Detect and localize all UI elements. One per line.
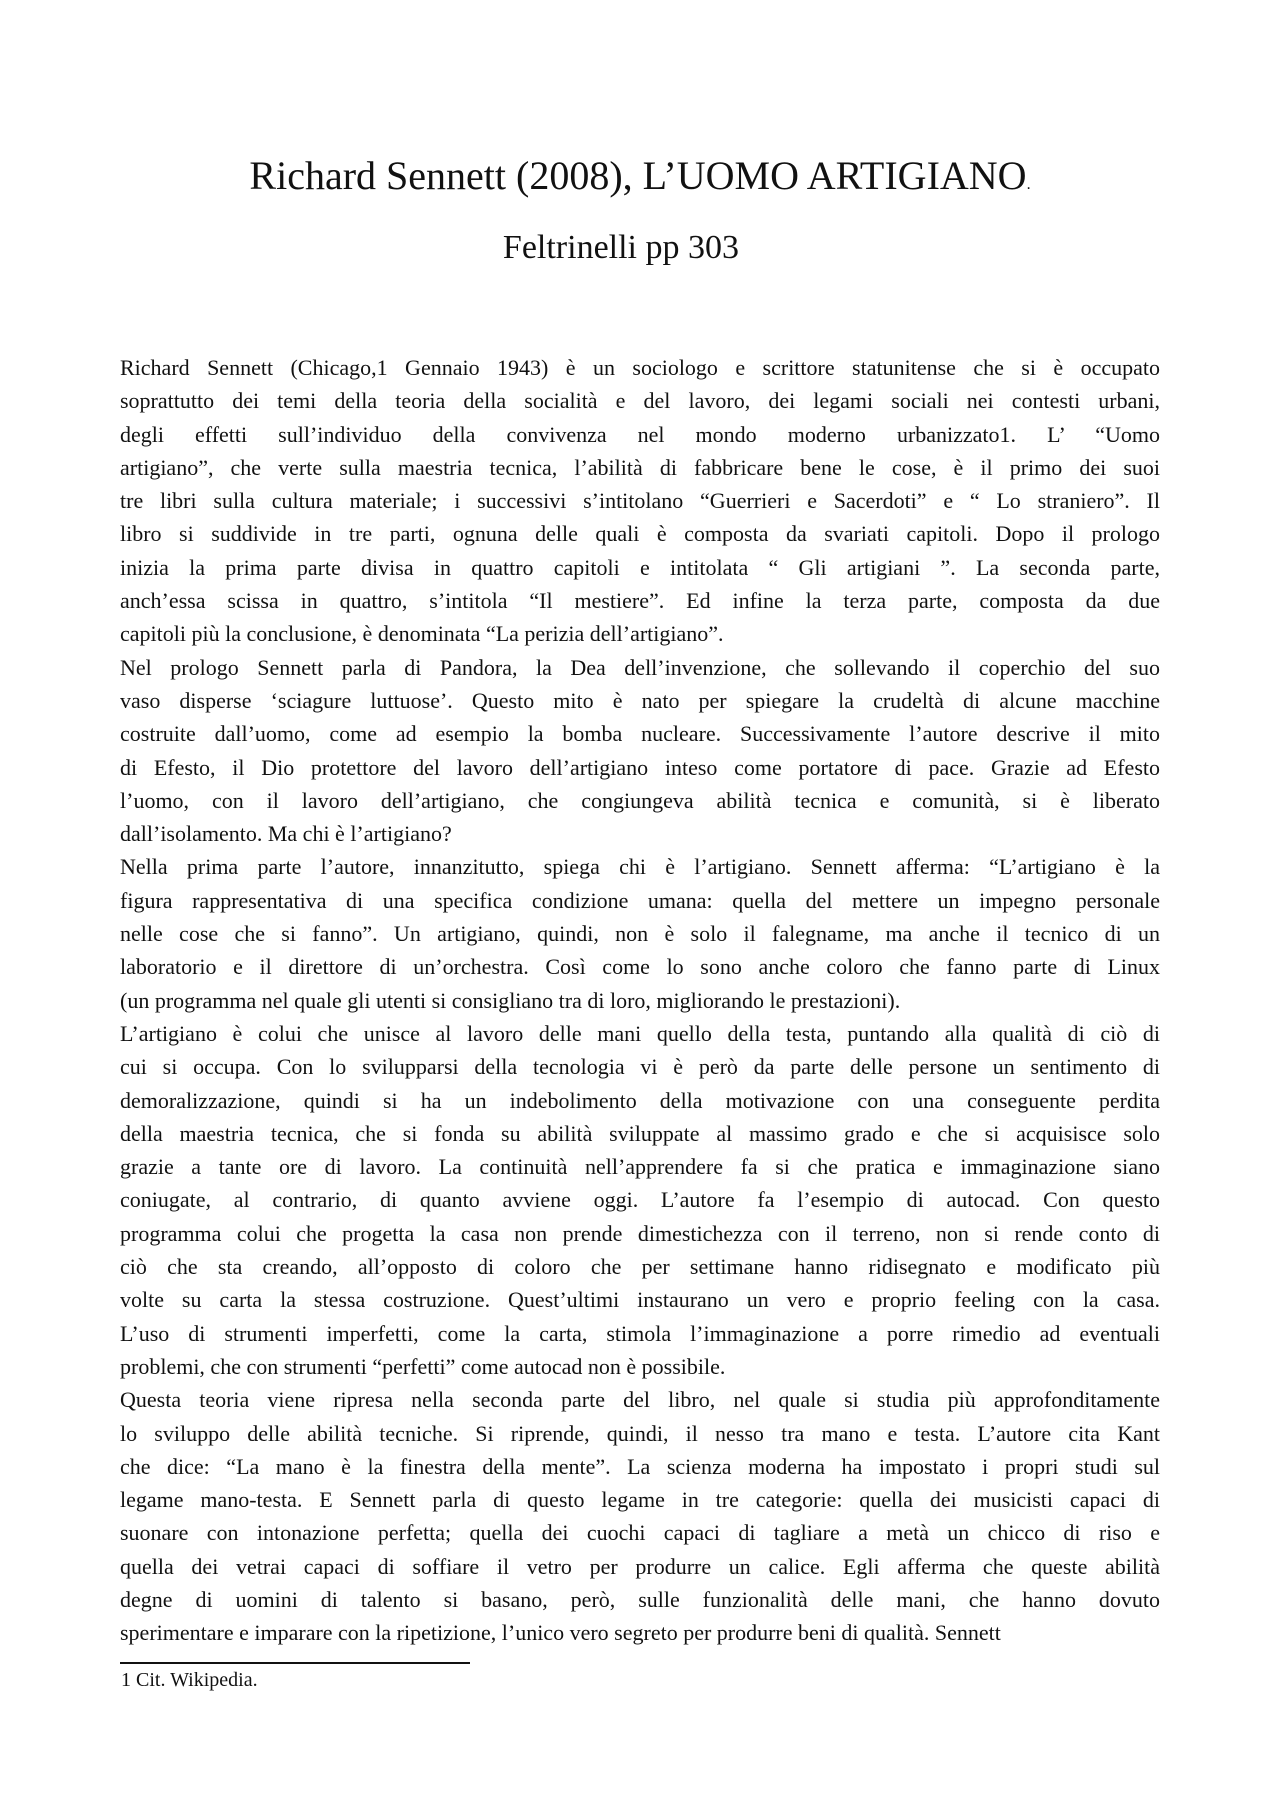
text-line: degne di uomini di talento si basano, però, sulle funzionalità delle mani, che hanno dovuto [120,1586,1160,1612]
text-line: L’uso di strumenti imperfetti, come la carta, stimola l’immaginazione a porre rimedio ad eventuali [120,1320,1160,1346]
document-title [0,150,1280,211]
text-line: dall’isolamento. Ma chi è l’artigiano? [120,821,452,847]
paragraph [120,351,1160,651]
paragraph [120,651,1160,851]
text-line: demoralizzazione, quindi si ha un indebolimento della motivazione con una conseguente perdita [120,1087,1160,1113]
text-line: cui si occupa. Con lo svilupparsi della tecnologia vi è però da parte delle persone un sentimento di [120,1054,1160,1080]
text-line: sperimentare e imparare con la ripetizione, l’unico vero segreto per produrre beni di qualità. Sennett [120,1620,1001,1646]
text-line: programma colui che progetta la casa non prende dimestichezza con il terreno, non si rende conto di [120,1220,1160,1246]
text-line: Nella prima parte l’autore, innanzitutto, spiega chi è l’artigiano. Sennett afferma: “L’artigiano è la [120,854,1160,880]
text-line: artigiano”, che verte sulla maestria tecnica, l’abilità di fabbricare bene le cose, è il primo dei suoi [120,454,1160,480]
text-line: degli effetti sull’individuo della convivenza nel mondo moderno urbanizzato1. L’ “Uomo [120,421,1160,447]
text-line: figura rappresentativa di una specifica condizione umana: quella del mettere un impegno personale [120,887,1160,913]
text-line: costruite dall’uomo, come ad esempio la bomba nucleare. Successivamente l’autore descrive il mito [120,721,1160,747]
title-period: . [1026,176,1031,193]
text-line: problemi, che con strumenti “perfetti” come autocad non è possibile. [120,1353,726,1379]
text-line: L’artigiano è colui che unisce al lavoro delle mani quello della testa, puntando alla qualità di ciò di [120,1020,1160,1046]
document-subtitle [0,226,1206,270]
paragraph [120,1383,1160,1649]
text-line: Nel prologo Sennett parla di Pandora, la Dea dell’invenzione, che sollevando il coperchio del suo [120,654,1160,680]
footnote: 1 Cit. Wikipedia. [121,1669,258,1691]
text-line: suonare con intonazione perfetta; quella dei cuochi capaci di tagliare a metà un chicco di riso e [120,1520,1160,1546]
document-body [120,351,1160,1650]
paragraph [120,850,1160,1016]
text-line: legame mano-testa. E Sennett parla di questo legame in tre categorie: quella dei musicisti capaci di [120,1487,1160,1513]
text-line: coniugate, al contrario, di quanto avviene oggi. L’autore fa l’esempio di autocad. Con questo [120,1187,1160,1213]
text-line: vaso disperse ‘sciagure luttuose’. Questo mito è nato per spiegare la crudeltà di alcune macchine [120,687,1160,713]
text-line: Richard Sennett (Chicago,1 Gennaio 1943) è un sociologo e scrittore statunitense che si è occupato [120,355,1160,380]
text-line: Questa teoria viene ripresa nella seconda parte del libro, nel quale si studia più approfonditamente [120,1387,1160,1413]
text-line: laboratorio e il direttore di un’orchestra. Così come lo sono anche coloro che fanno parte di Linux [120,954,1160,980]
text-line: ciò che sta creando, all’opposto di coloro che per settimane hanno ridisegnato e modificato più [120,1254,1160,1280]
text-line: lo sviluppo delle abilità tecniche. Si riprende, quindi, il nesso tra mano e testa. L’autore cita Kant [120,1420,1160,1446]
text-line: l’uomo, con il lavoro dell’artigiano, che congiungeva abilità tecnica e comunità, si è liberato [120,787,1160,813]
text-line: volte su carta la stessa costruzione. Quest’ultimi instaurano un vero e proprio feeling con la casa. [120,1287,1160,1313]
text-line: quella dei vetrai capaci di soffiare il vetro per produrre un calice. Egli afferma che queste abilità [120,1553,1160,1579]
title-main: Richard Sennett (2008), L’UOMO ARTIGIANO [249,153,1027,198]
text-line: libro si suddivide in tre parti, ognuna delle quali è composta da svariati capitoli. Dopo il prologo [120,521,1160,547]
text-line: della maestria tecnica, che si fonda su abilità sviluppate al massimo grado e che si acquisisce solo [120,1120,1160,1146]
footnote-separator [120,1662,470,1664]
paragraph [120,1017,1160,1383]
text-line: di Efesto, il Dio protettore del lavoro dell’artigiano inteso come portatore di pace. Grazie ad Efesto [120,754,1160,780]
text-line: tre libri sulla cultura materiale; i successivi s’intitolano “Guerrieri e Sacerdoti” e “ Lo straniero”. Il [120,488,1160,514]
text-line: (un programma nel quale gli utenti si consigliano tra di loro, migliorando le prestazioni). [120,987,901,1013]
text-line: grazie a tante ore di lavoro. La continuità nell’apprendere fa si che pratica e immaginazione siano [120,1154,1160,1180]
text-line: capitoli più la conclusione, è denominata “La perizia dell’artigiano”. [120,621,724,647]
text-line: anch’essa scissa in quattro, s’intitola “Il mestiere”. Ed infine la terza parte, composta da due [120,588,1160,614]
text-line: che dice: “La mano è la finestra della mente”. La scienza moderna ha impostato i propri studi sul [120,1453,1160,1479]
text-line: inizia la prima parte divisa in quattro capitoli e intitolata “ Gli artigiani ”. La seconda parte, [120,554,1160,580]
text-line: soprattutto dei temi della teoria della socialità e del lavoro, dei legami sociali nei contesti urbani, [120,388,1160,414]
subtitle-text: Feltrinelli pp 303 [502,229,739,266]
text-line: nelle cose che si fanno”. Un artigiano, quindi, non è solo il falegname, ma anche il tecnico di un [120,921,1160,947]
